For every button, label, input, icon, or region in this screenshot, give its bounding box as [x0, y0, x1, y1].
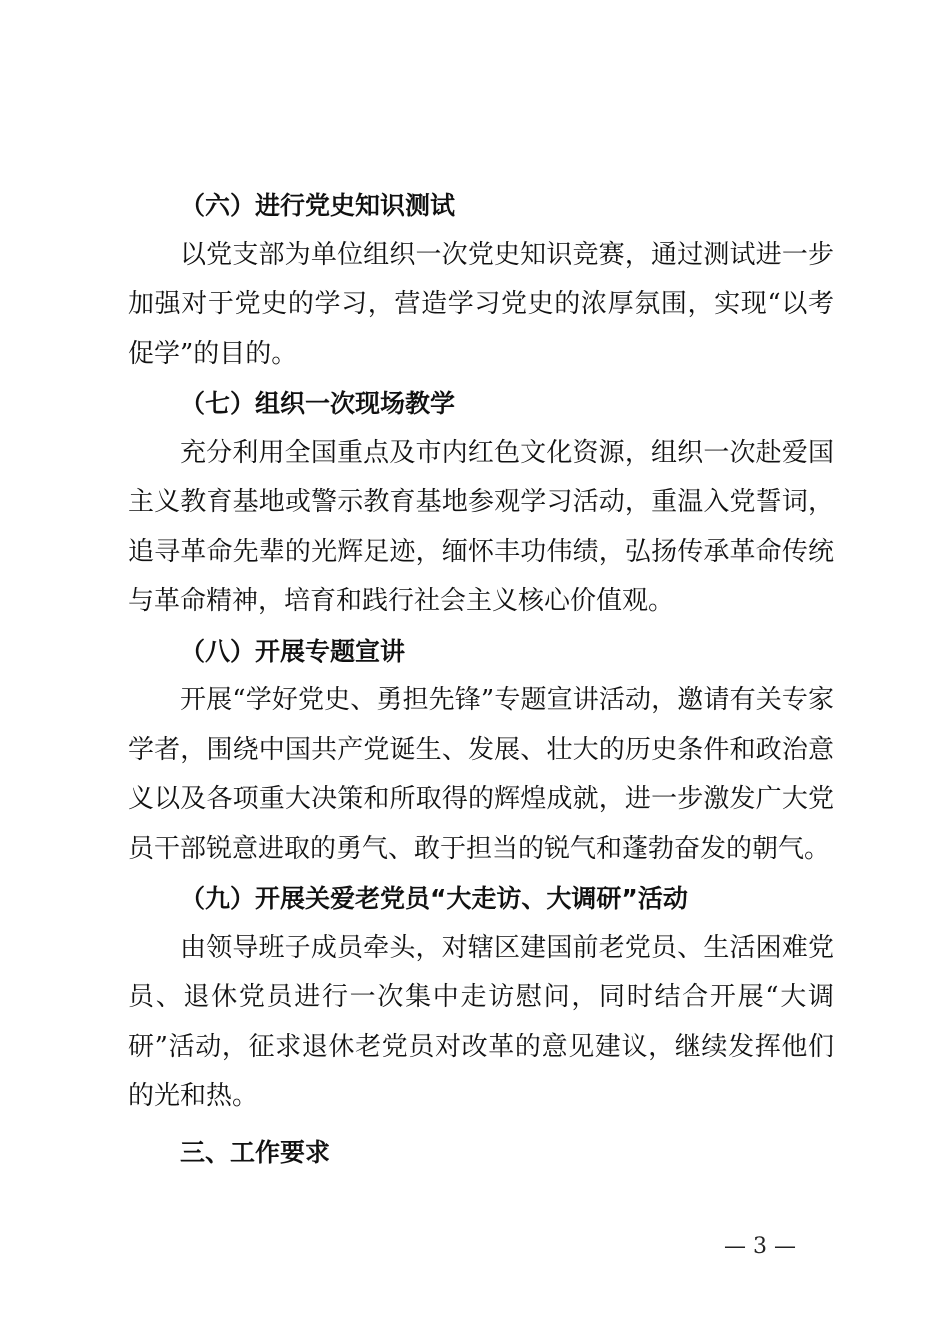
- section-heading-7: （七）组织一次现场教学: [180, 389, 456, 418]
- page-number: — 3 —: [724, 1234, 796, 1259]
- section-paragraph-6: 以党支部为单位组织一次党史知识竞赛，通过测试进一步加强对于党史的学习，营造学习党史的浓厚氛围，实现“以考促学”的目的。: [128, 239, 834, 369]
- section-heading-8: （八）开展专题宣讲: [180, 636, 406, 666]
- section-paragraph-7: 充分利用全国重点及市内红色文化资源，组织一次赴爱国主义教育基地或警示教育基地参观学习活动，重温入党誓词，追寻革命先辈的光辉足迹，缅怀丰功伟绩，弘扬传承革命传统与革命精神，培育和践行社会主义核心价值观。: [128, 437, 834, 616]
- section-paragraph-9: 由领导班子成员牵头，对辖区建国前老党员、生活困难党员、退休党员进行一次集中走访慰问，同时结合开展“大调研”活动，征求退休老党员对改革的意见建议，继续发挥他们的光和热。: [128, 932, 834, 1111]
- section-paragraph-8: 开展“学好党史、勇担先锋”专题宣讲活动，邀请有关专家学者，围绕中国共产党诞生、发展、壮大的历史条件和政治意义以及各项重大决策和所取得的辉煌成就，进一步激发广大党员干部锐意进取的勇气、敢于担当的锐气和蓬勃奋发的朝气。: [128, 685, 834, 864]
- document-body: [128, 181, 834, 1177]
- section-heading-6: （六）进行党史知识测试: [180, 191, 456, 220]
- section-heading-9: （九）开展关爱老党员“大走访、大调研”活动: [180, 884, 688, 913]
- next-section-heading: 三、工作要求: [180, 1137, 331, 1167]
